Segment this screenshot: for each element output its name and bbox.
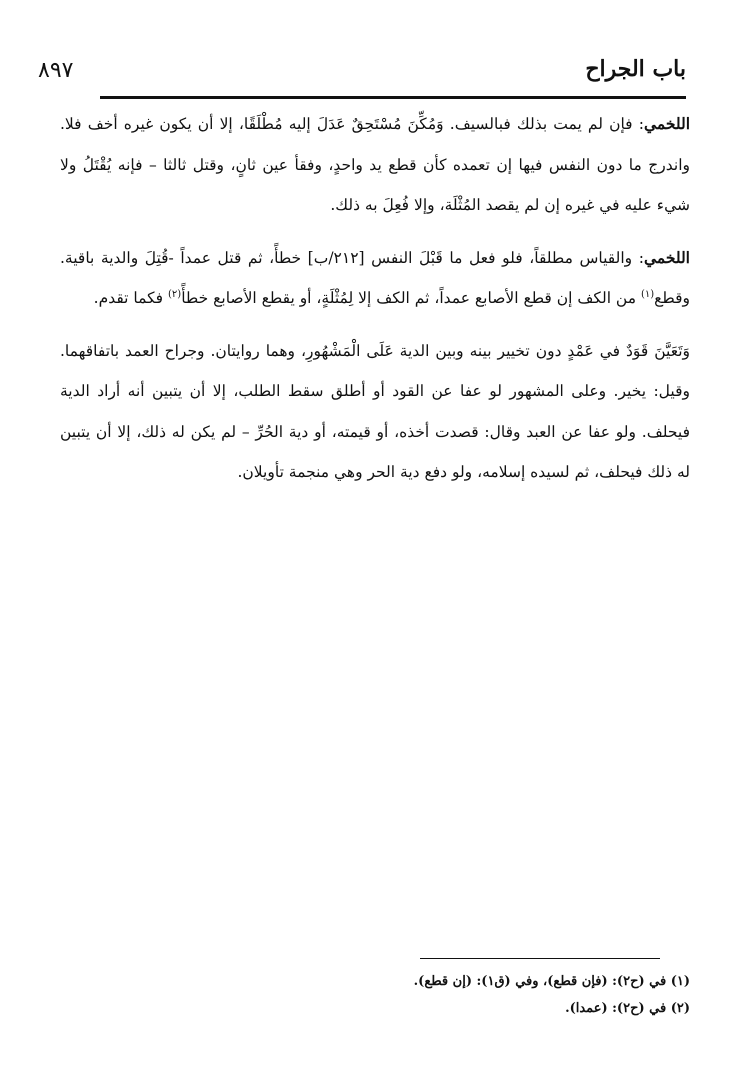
footnote-2: (٢) في (ح٢): (عمدا). — [565, 1001, 690, 1016]
main-text — [60, 104, 690, 505]
paragraph-text: : فإن لم يمت بذلك فبالسيف. وَمُكِّنَ مُسْتَحِقٌ عَدَلَ إليه مُطْلَقًا، إلا أن يكون غيره أخف فلا. واندرج ما دون النفس فيها إن تعمده كأن قطع يد واحدٍ، وفقأ عين ثانٍ، وقتل ثالثا – فإنه يُقْتَلُ ولا شيء عليه في غيره إن لم يقصد المُثْلَة، وإلا فُعِلَ به ذلك. — [60, 115, 690, 214]
paragraph-3 — [60, 331, 690, 493]
paragraph-text: فكما تقدم. — [93, 289, 168, 307]
chapter-title: باب الجراح — [585, 56, 686, 82]
footnote-marker-2: (٢) — [168, 288, 182, 300]
paragraph-2 — [60, 238, 690, 319]
paragraph-1 — [60, 104, 690, 226]
speaker-name: اللخمي — [643, 114, 690, 133]
footnote-marker-1: (١) — [640, 288, 655, 300]
paragraph-text: : والقياس مطلقاً، فلو فعل ما قَبْلَ النفس [٢١٢/ب] خطأً، ثم قتل عمداً -قُتِلَ والدية باقية. وقطع — [60, 248, 690, 307]
header-rule — [100, 96, 686, 99]
page-number: ٨٩٧ — [38, 58, 74, 83]
paragraph-text: من الكف إن قطع الأصابع عمداً، ثم الكف إلا لِمُثْلَةٍ، أو يقطع الأصابع خطأً — [181, 289, 641, 307]
footnote-rule — [420, 958, 660, 959]
paragraph-text: وَتَعَيَّنَ قَوَدٌ في عَمْدٍ دون تخيير بينه وبين الدية عَلَى الْمَشْهُورِ، وهما روايتان. وجراح العمد باتفاقهما. وقيل: يخير. وعلى المشهور لو عفا عن القود أو أطلق سقط الطلب، إلا أن يتبين أنه أراد الدية فيحلف. ولو عفا عن العبد وقال: قصدت أخذه، أو قيمته، أو دية الحُرِّ – لم يكن له ذلك، إلا أن يتبين له ذلك فيحلف، ثم لسيده إسلامه، ولو دفع دية الحر وهي منجمة تأويلان. — [60, 341, 690, 481]
footnote-1: (١) في (ح٢): (فإن قطع)، وفي (ق١): (إن قطع). — [413, 974, 690, 989]
speaker-name: اللخمي — [643, 247, 690, 267]
page-header — [38, 56, 686, 94]
footnotes — [60, 968, 690, 1022]
